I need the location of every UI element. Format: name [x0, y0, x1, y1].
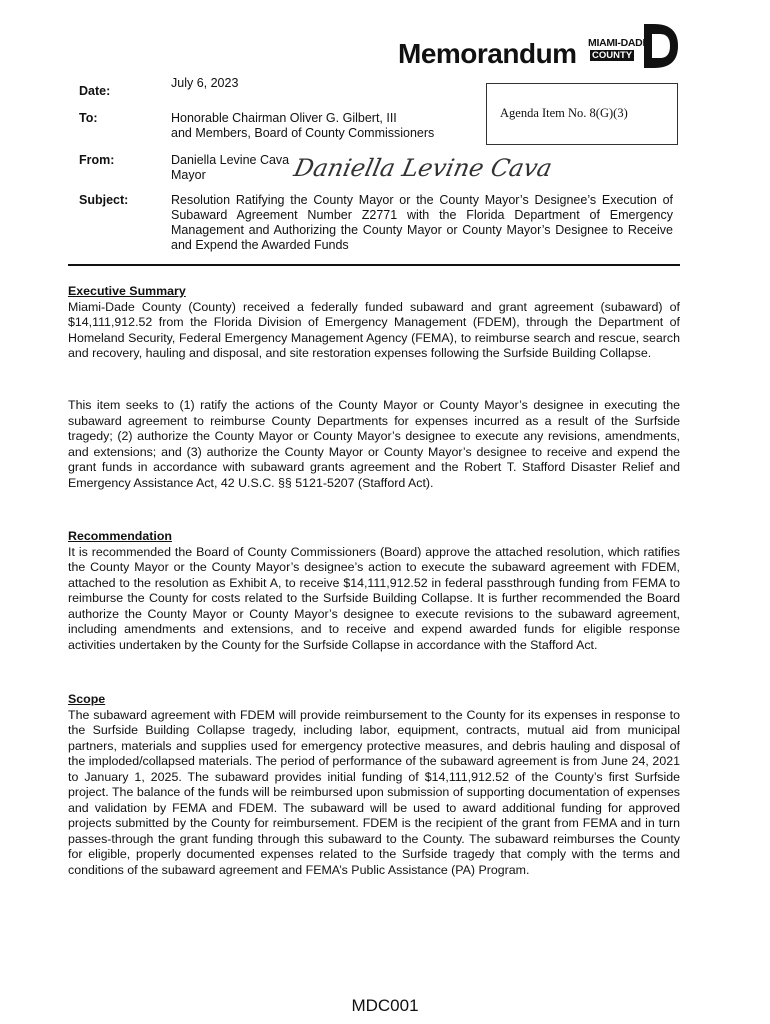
to-line-1: Honorable Chairman Oliver G. Gilbert, III — [171, 111, 397, 125]
subject-text: Resolution Ratifying the County Mayor or the County Mayor’s Designee’s Execution of Subaward Agreement Number Z2771 with the Florida Department of Emergency Management and Authorizing the County Mayor or County Mayor’s Designee to Receive and Expend the Awarded Funds — [171, 193, 673, 252]
to-label: To: — [79, 111, 98, 125]
to-line-2: and Members, Board of County Commissioners — [171, 126, 435, 140]
executive-summary-section-2 — [68, 398, 680, 491]
executive-summary-paragraph-2: This item seeks to (1) ratify the actions of the County Mayor or County Mayor’s designee in executing the subaward agreement to reimburse County Departments for expenses incurred as a result of the Surfside tragedy; (2) authorize the County Mayor or County Mayor’s designee to execute any revisions, amendments, and extensions; and (3) authorize the County Mayor or County Mayor’s designee to receive and expend the grant funds in accordance with subaward grants agreement and the Robert T. Stafford Disaster Relief and Emergency Assistance Act, 42 U.S.C. §§ 5121-5207 (Stafford Act). — [68, 398, 680, 490]
logo-text-line2: COUNTY — [592, 50, 633, 61]
header-divider — [68, 264, 680, 266]
memo-title: Memorandum — [398, 38, 577, 69]
executive-summary-paragraph-1: Miami-Dade County (County) received a federally funded subaward and grant agreement (subaward) of $14,111,912.52 from the Florida Division of Emergency Management (FDEM), through the Department of Homeland Security, Federal Emergency Management Agency (FEMA), to reimburse search and rescue, search and recovery, hauling and disposal, and site restoration expenses following the Surfside Building Collapse. — [68, 299, 680, 360]
signature-script: Daniella Levine Cava — [291, 153, 555, 182]
from-line-2: Mayor — [171, 168, 206, 182]
date-value: July 6, 2023 — [171, 76, 239, 90]
scope-heading: Scope — [68, 692, 106, 706]
logo-text-line1: MIAMI-DADE — [588, 37, 650, 49]
scope-paragraph: The subaward agreement with FDEM will provide reimbursement to the County for its expenses in response to the Surfside Building Collapse tragedy, including labor, equipment, contracts, mutual aid from municipal partners, materials and supplies used for emergency protective measures, and debris hauling and disposal of the imploded/collapsed materials. The period of performance of the subaward agreement is from June 24, 2021 to January 1, 2025. The subaward provides initial funding of $14,111,912.52 of the County’s first Surfside project. The balance of the funds will be reimbursed upon submission of supporting documentation of expenses and validation by FEMA and FDEM. The subaward will be used to award additional funding for approved projects submitted by the County for reimbursement. FDEM is the recipient of the grant from FEMA and in turn passes-through the grant funding through this subaward to the County. The subaward reimburses the County for eligible, properly documented expenses related to the Surfside tragedy that comply with the terms and conditions of the subaward agreement and FEMA’s Public Assistance (PA) Program. — [68, 707, 680, 877]
executive-summary-section — [68, 284, 680, 362]
recommendation-paragraph: It is recommended the Board of County Commissioners (Board) approve the attached resolution, which ratifies the County Mayor or the County Mayor’s designee’s action to execute the subaward agreement with FDEM, attached to the resolution as Exhibit A, to receive $14,111,912.52 in federal passthrough funding from FEMA to reimburse the County for costs related to the Surfside Building Collapse. It is further recommended the Board authorize the County Mayor or County Mayor’s designee to execute revisions to the subaward agreement, including amendments and extensions, and to receive and expend awarded funds for eligible response activities undertaken by the County for the Surfside Collapse in accordance with the Stafford Act. — [68, 544, 680, 652]
recommendation-section — [68, 529, 680, 653]
date-label: Date: — [79, 84, 111, 98]
recommendation-heading: Recommendation — [68, 529, 172, 543]
mayor-signature — [291, 142, 555, 190]
executive-summary-heading: Executive Summary — [68, 284, 186, 298]
scope-section — [68, 692, 680, 878]
from-line-1: Daniella Levine Cava — [171, 153, 290, 167]
agenda-item-number: Agenda Item No. 8(G)(3) — [500, 106, 628, 120]
from-label: From: — [79, 153, 115, 167]
page-footer-code: MDC001 — [351, 996, 419, 1015]
subject-label: Subject: — [79, 193, 129, 207]
